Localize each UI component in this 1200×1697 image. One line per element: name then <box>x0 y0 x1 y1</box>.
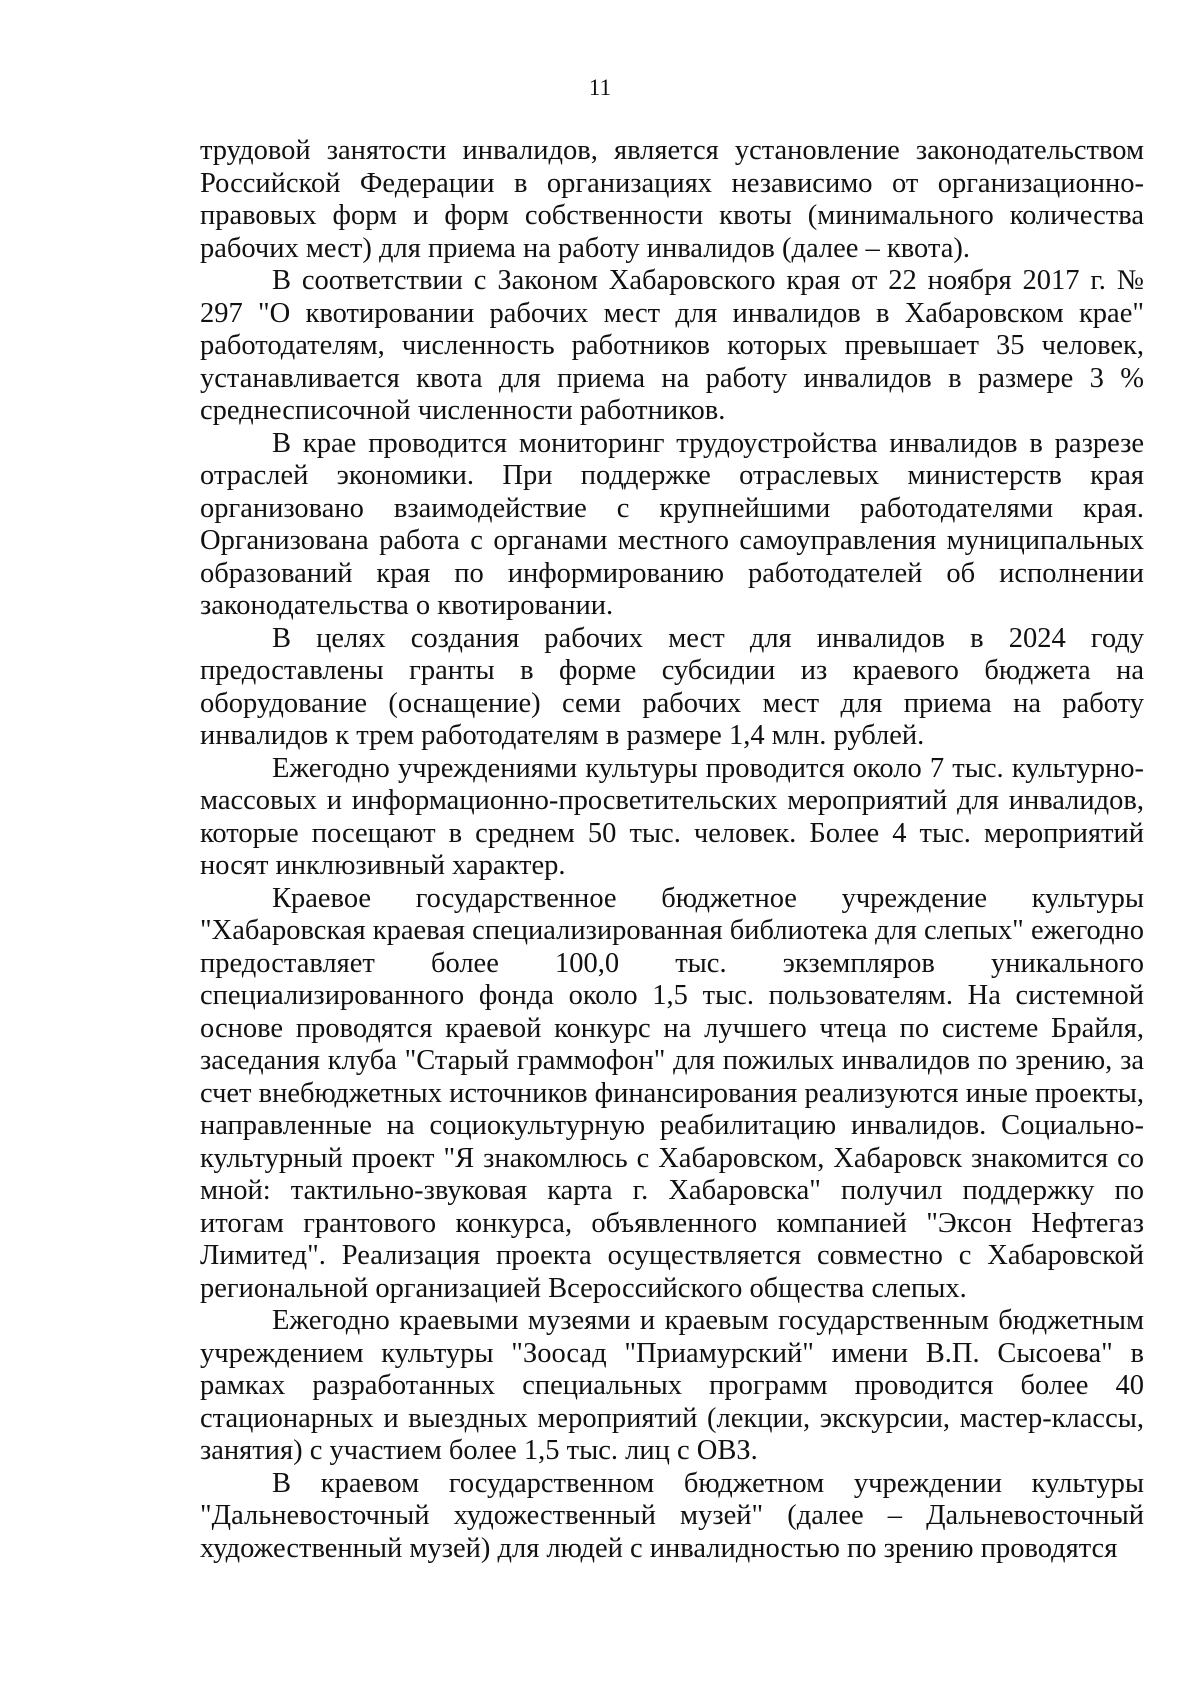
document-body <box>200 135 1144 1565</box>
paragraph-employment-monitoring: В крае проводится мониторинг трудоустройства инвалидов в разрезе отраслей экономики. При поддержке отраслевых министерств края организовано взаимодействие с крупнейшими работодателями края. Организована работа с органами местного самоуправления муниципальных образований края по информированию работодателей об исполнении законодательства о квотировании. <box>200 427 1144 621</box>
page-number: 11 <box>588 75 612 100</box>
paragraph-museums-zoo: Ежегодно краевыми музеями и краевым государственным бюджетным учреждением культуры "Зоосад "Приамурский" имени В.П. Сысоева" в рамках разработанных специальных программ проводится более 40 стационарных и выездных мероприятий (лекции, экскурсии, мастер-классы, занятия) с участием более 1,5 тыс. лиц с ОВЗ. <box>200 1305 1144 1466</box>
paragraph-workplace-grants: В целях создания рабочих мест для инвалидов в 2024 году предоставлены гранты в форме субсидии из краевого бюджета на оборудование (оснащение) семи рабочих мест для приема на работу инвалидов к трем работодателям в размере 1,4 млн. рублей. <box>200 622 1144 751</box>
paragraph-quota-intro: трудовой занятости инвалидов, является установление законодательством Российской Федерации в организациях независимо от организационно-правовых форм и форм собственности квоты (минимального количества рабочих мест) для приема на работу инвалидов (далее – квота). <box>200 135 1144 264</box>
paragraph-library-for-blind: Краевое государственное бюджетное учреждение культуры "Хабаровская краевая специализированная библиотека для слепых" ежегодно предоставляет более 100,0 тыс. экземпляров уникального специализированного фонда около 1,5 тыс. пользователям. На системной основе проводятся краевой конкурс на лучшего чтеца по системе Брайля, заседания клуба "Старый граммофон" для пожилых инвалидов по зрению, за счет внебюджетных источников финансирования реализуются иные проекты, направленные на социокультурную реабилитацию инвалидов. Социально-культурный проект "Я знакомлюсь с Хабаровском, Хабаровск знакомится со мной: тактильно-звуковая карта г. Хабаровска" получил поддержку по итогам грантового конкурса, объявленного компанией "Эксон Нефтегаз Лимитед". Реализация проекта осуществляется совместно с Хабаровской региональной организацией Всероссийского общества слепых. <box>200 882 1144 1304</box>
paragraph-cultural-events: Ежегодно учреждениями культуры проводится около 7 тыс. культурно-массовых и информационно-просветительских мероприятий для инвалидов, которые посещают в среднем 50 тыс. человек. Более 4 тыс. мероприятий носят инклюзивный характер. <box>200 752 1144 881</box>
paragraph-khabarovsk-law: В соответствии с Законом Хабаровского края от 22 ноября 2017 г. № 297 "О квотировании рабочих мест для инвалидов в Хабаровском крае" работодателям, численность работников которых превышает 35 человек, устанавливается квота для приема на работу инвалидов в размере 3 % среднесписочной численности работников. <box>200 265 1144 426</box>
paragraph-art-museum: В краевом государственном бюджетном учреждении культуры "Дальневосточный художественный музей" (далее – Дальневосточный художественный музей) для людей с инвалидностью по зрению проводятся <box>200 1467 1144 1564</box>
